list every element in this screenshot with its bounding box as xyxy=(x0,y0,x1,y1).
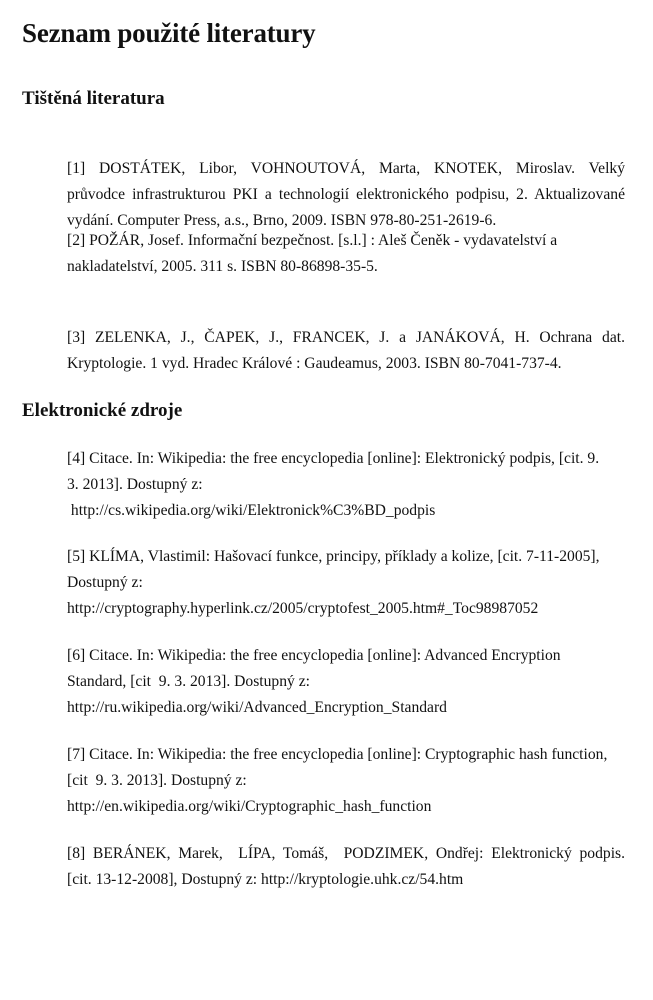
reference-line: [6] Citace. In: Wikipedia: the free encyclopedia [online]: Advanced Encryption xyxy=(67,647,561,664)
reference-line: [3] ZELENKA, J., ČAPEK, J., FRANCEK, J. a JANÁKOVÁ, H. Ochrana dat. xyxy=(67,329,625,346)
reference-line: [4] Citace. In: Wikipedia: the free encyclopedia [online]: Elektronický podpis, [cit. 9. xyxy=(67,450,600,467)
reference-line: [7] Citace. In: Wikipedia: the free encyclopedia [online]: Cryptographic hash function, xyxy=(67,746,608,763)
reference-url: http://ru.wikipedia.org/wiki/Advanced_Encryption_Standard xyxy=(67,699,447,716)
page-title: Seznam použité literatury xyxy=(22,18,316,48)
reference-2 xyxy=(67,228,625,280)
reference-line: Dostupný z: xyxy=(67,574,143,591)
reference-line: [8] BERÁNEK, Marek, LÍPA, Tomáš, PODZIMEK, Ondřej: Elektronický podpis. xyxy=(67,845,625,862)
reference-4 xyxy=(67,446,625,524)
reference-5 xyxy=(67,544,625,622)
reference-1 xyxy=(67,156,625,234)
reference-line: [cit. 13-12-2008], Dostupný z: http://kryptologie.uhk.cz/54.htm xyxy=(67,871,464,888)
reference-line: vydání. Computer Press, a.s., Brno, 2009. ISBN 978-80-251-2619-6. xyxy=(67,212,497,229)
reference-7 xyxy=(67,742,625,820)
reference-line: 3. 2013]. Dostupný z: xyxy=(67,476,203,493)
section-heading-printed: Tištěná literatura xyxy=(22,88,165,109)
reference-6 xyxy=(67,643,625,721)
reference-8 xyxy=(67,841,625,893)
reference-line: [1] DOSTÁTEK, Libor, VOHNOUTOVÁ, Marta, KNOTEK, Miroslav. Velký xyxy=(67,160,625,177)
reference-line: [5] KLÍMA, Vlastimil: Hašovací funkce, principy, příklady a kolize, [cit. 7-11-2005], xyxy=(67,548,600,565)
reference-3 xyxy=(67,325,625,377)
reference-line: [cit 9. 3. 2013]. Dostupný z: xyxy=(67,772,247,789)
reference-url: http://cryptography.hyperlink.cz/2005/cryptofest_2005.htm#_Toc98987052 xyxy=(67,600,539,617)
reference-line: nakladatelství, 2005. 311 s. ISBN 80-86898-35-5. xyxy=(67,258,378,275)
reference-line: průvodce infrastrukturou PKI a technologií elektronického podpisu, 2. Aktualizované xyxy=(67,186,625,203)
reference-line: Standard, [cit 9. 3. 2013]. Dostupný z: xyxy=(67,673,310,690)
reference-line: [2] POŽÁR, Josef. Informační bezpečnost. [s.l.] : Aleš Čeněk - vydavatelství a xyxy=(67,232,558,249)
reference-line: Kryptologie. 1 vyd. Hradec Králové : Gaudeamus, 2003. ISBN 80-7041-737-4. xyxy=(67,355,562,372)
reference-url: http://cs.wikipedia.org/wiki/Elektronick%C3%BD_podpis xyxy=(67,502,436,519)
section-heading-electronic: Elektronické zdroje xyxy=(22,400,183,421)
reference-url: http://en.wikipedia.org/wiki/Cryptographic_hash_function xyxy=(67,798,432,815)
